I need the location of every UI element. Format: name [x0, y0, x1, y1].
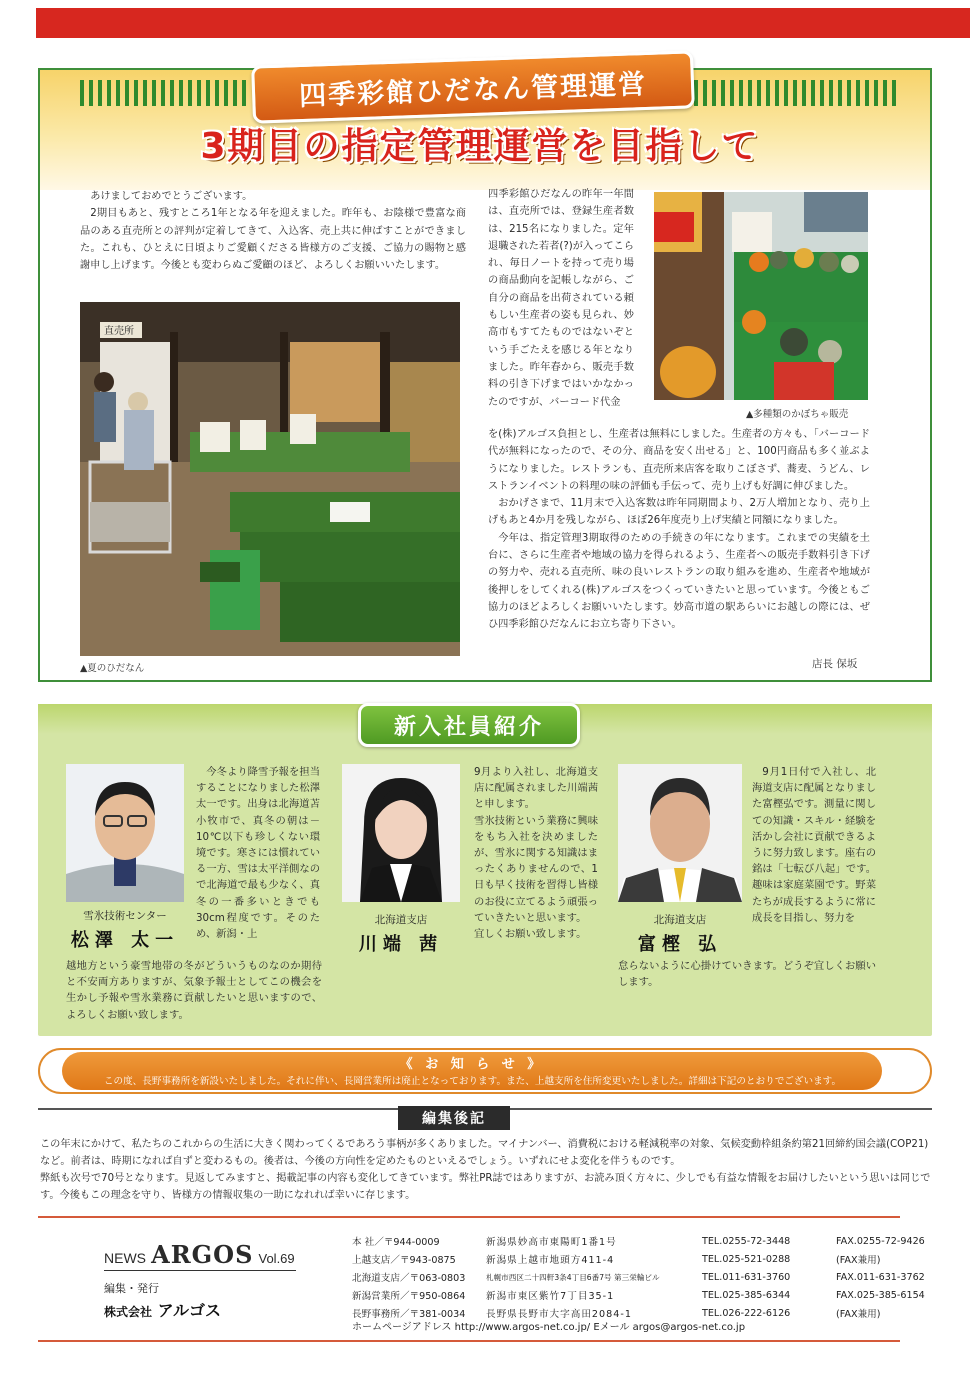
office-tel: TEL.026-222-6126: [702, 1307, 791, 1319]
staff-text-side-3: 9月1日付で入社し、北海道支店に配属となりました富樫弘です。測量に関しての知識・スキル・経験を活かし会社に貢献できるように努力致します。座右の銘は「七転び八起」です。趣味は家庭菜園です。野菜たちが成長するように常に成長を目指し、努力を: [752, 766, 876, 924]
homepage-and-email[interactable]: ホームページアドレス http://www.argos-net.co.jp/ Eメール argos@argos-net.co.jp: [352, 1322, 746, 1333]
newsletter-masthead: [104, 1240, 295, 1269]
staff-dept-3: 北海道支店: [653, 914, 707, 926]
bottom-paragraph-1: を(株)アルゴス負担とし、生産者は無料にしました。生産者の方々も、「バーコード代が無料になったので、その分、商品を安く出せる」と、100円商品も多く並ぶようになりました。レストランも、直売所来店客を取りこぼさず、蕎麦、うどん、レストランイベントの料理の味の評価も手伝って、売り上げも好調に伸びました。: [488, 429, 870, 492]
photo-sign: 直売所: [104, 326, 134, 337]
masthead-rule: [104, 1270, 296, 1271]
article-bottom: [488, 426, 870, 634]
staff-name-2: 川端 茜: [358, 934, 444, 955]
office-name: 新潟営業所／〒950-0864: [352, 1291, 466, 1302]
bottom-paragraph-3: 今年は、指定管理3期取得のための手続きの年になります。これまでの実績を土台に、さらに生産者や地域の協力を得られるよう、生産者への販売手数料引き下げの努力や、売れる直売所、味の良いレストランの取り組みを進め、生産者や地域が後押しをしてくれる(株)アルゴスをつくっていきたいと思っています。今後ともご協力のほどよろしくお願いいたします。妙高市道の駅あらいにお越しの際には、ぜひ四季彩館ひだなんにお立ち寄り下さい。: [488, 532, 870, 631]
notice-body: この度、長野事務所を新設いたしました。それに伴い、長岡営業所は廃止となっております。また、上越支所を住所変更いたしました。詳細は下記のとおりでございます。: [103, 1076, 842, 1087]
office-fax: (FAX兼用): [836, 1309, 881, 1320]
editorial-body: この年末にかけて、私たちのこれからの生活に大きく関わってくるであろう事柄が多くありました。マイナンバー、消費税における軽減税率の対象、気候変動枠組条約第21回締約国会議(COP21)など。前者は、時期になれば自ずと変わるもの。後者は、今後の方向性を定めたものといえるでしょう。いずれにせよ変化を伴うものです。 弊紙も次号で70号となります。見返してみますと、掲載記事の内容も変化してきています。弊社PR誌ではありますが、お読み頂く方々に、少しでも有益な情報をお届けしたいという思いは同じです。今後もこの理念を守り、皆様方の情報収集の一助になれれば幸いに存じます。: [40, 1139, 931, 1201]
pumpkin-photo: [654, 192, 868, 400]
editor-publisher-label: 編集・発行: [104, 1282, 159, 1295]
article-banner: 四季彩館ひだなん管理運営: [251, 50, 695, 123]
staff-photo-kawabata: [342, 764, 460, 902]
bottom-paragraph-2: おかげさまで、11月末で入込客数は昨年同期間より、2万人増加となり、売り上げもあと4か月を残しながら、ほぼ26年度売り上げ実績と同額になりました。: [488, 498, 870, 527]
company-name: [104, 1298, 221, 1321]
office-row: [352, 1250, 932, 1268]
summer-hidanan-photo: [80, 302, 460, 656]
article-signature: 店長 保坂: [812, 658, 858, 670]
staff-name-1: 松澤 太一: [70, 930, 180, 951]
office-address: 新潟県妙高市東陽町1番1号: [486, 1237, 617, 1248]
article-column2: 四季彩館ひだなんの昨年一年間は、直売所では、登録生産者数は、215名になりました。定年退職された若者(?)が入ってこられ、毎日ノートを持って売り場の商品動向を記帳しながら、ご自分の商品を出荷されている頼もしい生産者の姿も見られ、妙高市もすてたものではないぞという手ごたえを感じる年となりました。昨年春から、販売手数料の引き下げまではいかなかったのですが、バーコード代金: [488, 189, 634, 408]
office-address-list: [352, 1232, 932, 1322]
notice-title: 《 お 知 ら せ 》: [399, 1057, 545, 1072]
article-intro: [80, 188, 466, 274]
staff-text-side-1: 今冬より降雪予報を担当することになりました松澤太一です。出身は北海道苫小牧市で、真冬の朝は－10℃以下も珍しくない環境です。寒さには慣れている一方、雪は太平洋側なので北海道で最も少なく、真冬の一番多いときでも30cm程度です。そのため、新潟・上: [196, 766, 320, 941]
office-row: [352, 1286, 932, 1304]
office-tel: TEL.011-631-3760: [702, 1271, 791, 1283]
office-fax: FAX.025-385-6154: [836, 1289, 925, 1301]
staff-photo-togashi: [618, 764, 742, 902]
office-fax: (FAX兼用): [836, 1255, 881, 1266]
office-row: [352, 1268, 932, 1286]
office-fax: FAX.0255-72-9426: [836, 1235, 925, 1247]
footer-top-rule: [38, 1216, 900, 1218]
staff-text-bottom-3: 怠らないように心掛けていきます。どうぞ宜しくお願いします。: [618, 960, 876, 989]
header-stripes-right: [694, 80, 900, 106]
office-tel: TEL.025-521-0288: [702, 1253, 791, 1265]
staff-text-side-2: 9月より入社し、北海道支店に配属されました川端茜と申します。 雪氷技術という業務に興味をもち入社を決めましたが、雪氷に関する知識はまったくありませんので、1日も早く技術を習得し皆様のお役に立てるよう頑張っていきたいと思います。 宜しくお願い致します。: [474, 766, 598, 941]
caption-summer: ▲夏のひだなん: [80, 663, 145, 674]
office-name: 上越支店／〒943-0875: [352, 1255, 456, 1266]
office-name: 北海道支店／〒063-0803: [352, 1273, 466, 1284]
staff-name-3: 富樫 弘: [637, 934, 723, 955]
office-row: [352, 1232, 932, 1250]
new-staff-title: 新入社員紹介: [358, 703, 580, 747]
office-fax: FAX.011-631-3762: [836, 1271, 925, 1283]
top-red-bar: [36, 8, 970, 38]
masthead-vol: Vol.69: [258, 1251, 295, 1266]
caption-pumpkin: ▲多種類のかぼちゃ販売: [746, 409, 849, 420]
office-address: 長野県長野市大字高田2084-1: [486, 1309, 632, 1320]
header-stripes-left: [80, 80, 250, 106]
staff-dept-2: 北海道支店: [374, 914, 428, 926]
office-tel: TEL.0255-72-3448: [702, 1235, 791, 1247]
company-prefix: 株式会社: [104, 1305, 153, 1319]
office-name: 長野事務所／〒381-0034: [352, 1309, 466, 1320]
editorial-title: 編集後記: [398, 1106, 510, 1130]
office-address: 新潟県上越市地頭方411-4: [486, 1255, 615, 1266]
staff-photo-matsuzawa: [66, 764, 184, 902]
intro-greeting: あけましておめでとうございます。: [90, 191, 253, 202]
company-name-text: アルゴス: [157, 1301, 221, 1320]
office-address: 新潟市東区紫竹7丁目35-1: [486, 1291, 615, 1302]
staff-dept-1: 雪氷技術センター: [83, 910, 167, 922]
masthead-news: NEWS: [104, 1250, 146, 1266]
office-name: 本 社／〒944-0009: [352, 1237, 440, 1248]
staff-text-bottom-1: 越地方という豪雪地帯の冬がどういうものなのか期待と不安両方ありますが、気象予報士としてこの機会を生かし予報や雪氷業務に貢献したいと思いますので、よろしくお願い致します。: [66, 960, 322, 1021]
footer-bottom-rule: [38, 1340, 900, 1342]
office-address: 札幌市西区二十四軒3条4丁目6番7号 第三栄輪ビル: [486, 1272, 660, 1282]
masthead-argos: ARGOS: [151, 1240, 254, 1269]
intro-paragraph: 2期目もあと、残すところ1年となる年を迎えました。昨年も、お陰様で豊富な商品のある直売所との評判が定着してきて、入込客、売上共に伸ばすことができました。これも、ひとえに日頃よりご愛顧くださる皆様方のご支援、ご協力の賜物と感謝申し上げます。今後とも変わらぬご愛顧のほど、よろしくお願いいたします。: [80, 208, 466, 272]
article-title: 3期目の指定管理運営を目指して: [200, 126, 760, 167]
office-tel: TEL.025-385-6344: [702, 1289, 791, 1301]
